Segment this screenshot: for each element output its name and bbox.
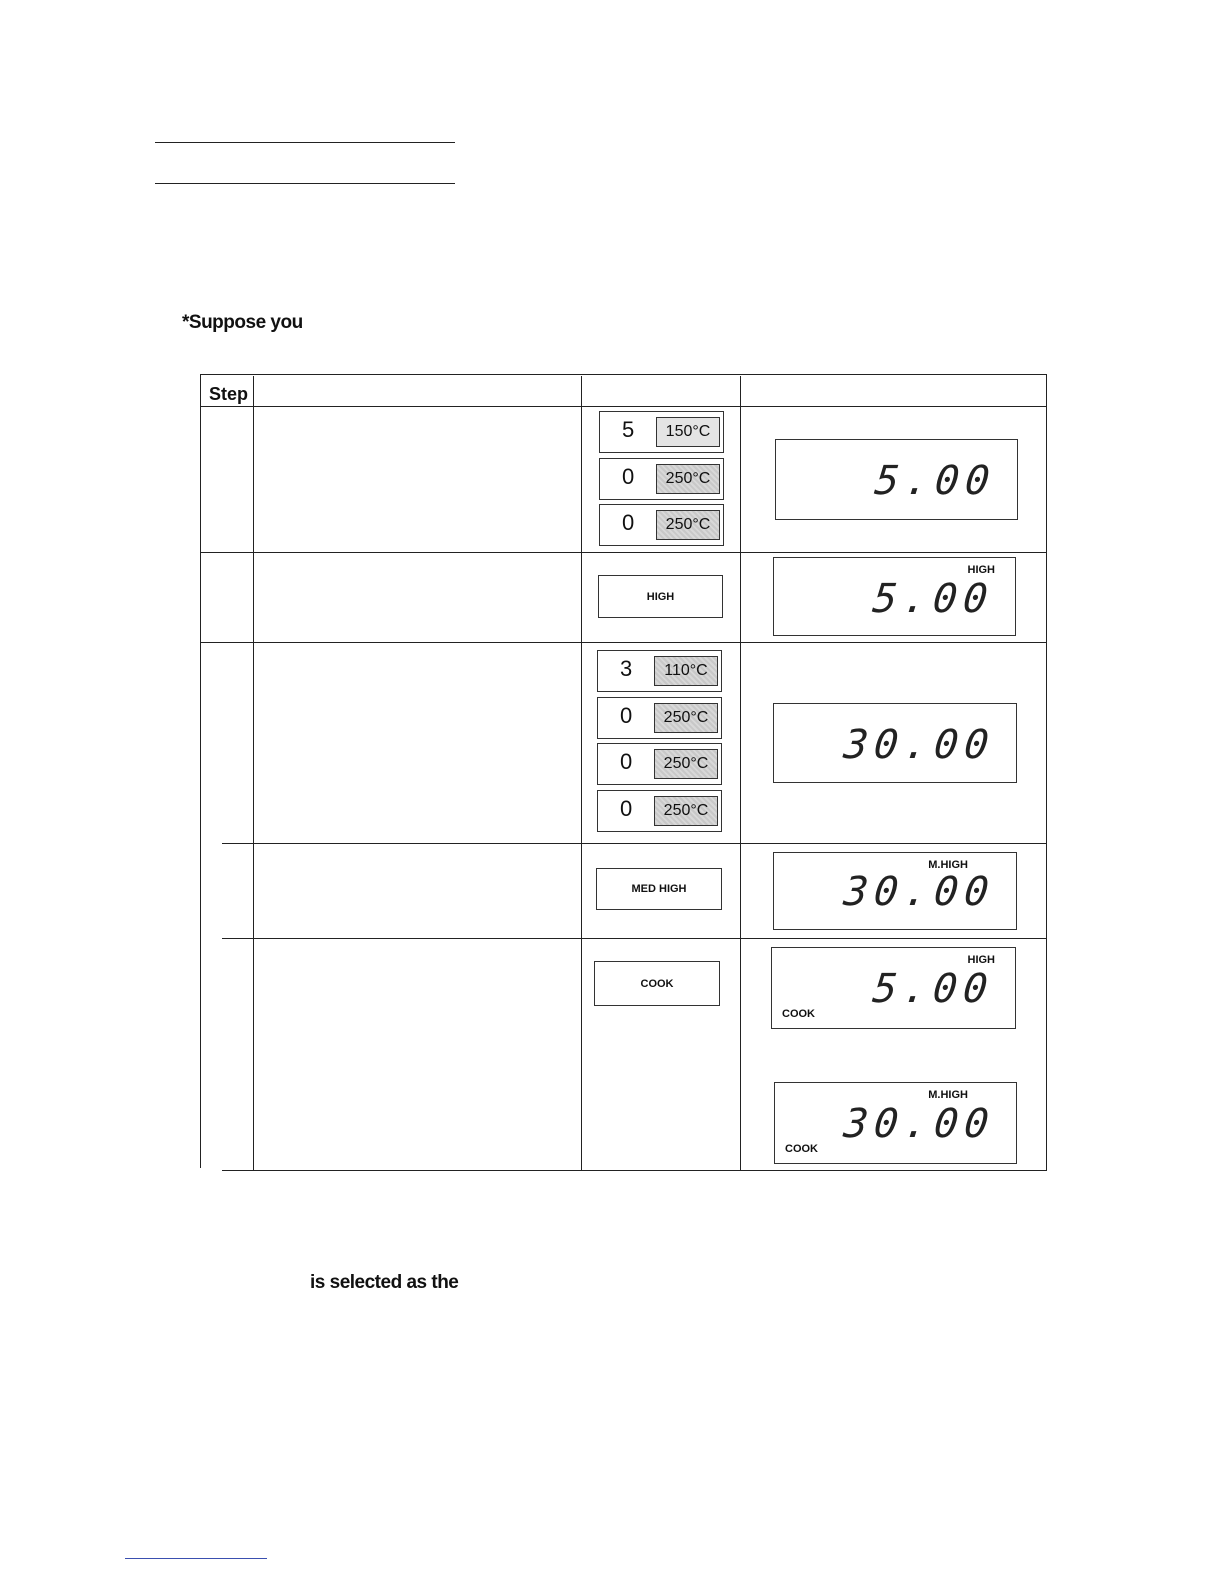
display-time: 30.00 xyxy=(841,722,997,768)
row-divider-3 xyxy=(222,843,1047,844)
display-col-divider xyxy=(740,376,741,1171)
display-time: 5.00 xyxy=(870,576,996,622)
keypad-5[interactable] xyxy=(599,411,724,453)
table-left-edge xyxy=(200,374,201,1168)
keypad-3[interactable] xyxy=(597,650,722,692)
header-rule-2 xyxy=(155,183,455,184)
row-divider-4 xyxy=(222,938,1047,939)
row-divider-1 xyxy=(200,552,1047,553)
pad-temp: 150°C xyxy=(656,417,720,447)
pad-digit: 0 xyxy=(620,749,633,774)
table-bottom-rule xyxy=(222,1170,1047,1171)
oven-display xyxy=(773,557,1016,636)
star-icon: * xyxy=(182,312,189,333)
header-step: Step xyxy=(209,384,249,404)
pad-temp: 250°C xyxy=(656,464,720,494)
pad-digit: 0 xyxy=(622,464,635,489)
row-divider-2 xyxy=(200,642,1047,643)
pad-digit: 3 xyxy=(620,656,633,681)
table-top-rule xyxy=(200,374,1047,375)
oven-display xyxy=(771,947,1016,1029)
keypad-0[interactable] xyxy=(597,790,722,832)
header-bottom-rule xyxy=(200,406,1047,407)
pad-digit: 5 xyxy=(622,417,635,442)
cook-button[interactable]: COOK xyxy=(594,961,720,1006)
intro-line xyxy=(182,312,303,334)
display-mode: HIGH xyxy=(967,564,995,576)
keypad-0[interactable] xyxy=(597,697,722,739)
oven-display xyxy=(773,703,1017,783)
pad-temp: 250°C xyxy=(654,796,718,826)
display-cook-indicator: COOK xyxy=(782,1008,815,1020)
oven-display xyxy=(774,1082,1017,1164)
display-time: 5.00 xyxy=(870,966,996,1012)
footer-text: is selected as the xyxy=(310,1272,459,1293)
pad-temp: 250°C xyxy=(654,749,718,779)
bottom-rule xyxy=(125,1558,267,1559)
pad-col-divider xyxy=(581,376,582,1171)
display-time: 30.00 xyxy=(841,1101,997,1147)
keypad-0[interactable] xyxy=(599,504,724,546)
pad-digit: 0 xyxy=(622,510,635,535)
pad-temp: 250°C xyxy=(654,703,718,733)
display-mode: M.HIGH xyxy=(928,1089,968,1101)
display-mode: HIGH xyxy=(967,954,995,966)
high-power-button[interactable]: HIGH xyxy=(598,575,723,618)
pad-digit: 0 xyxy=(620,703,633,728)
pad-digit: 0 xyxy=(620,796,633,821)
pad-temp: 250°C xyxy=(656,510,720,540)
table-right-edge xyxy=(1046,374,1047,1171)
display-time: 5.00 xyxy=(872,458,998,504)
keypad-0[interactable] xyxy=(597,743,722,785)
display-time: 30.00 xyxy=(841,869,997,915)
pad-temp: 110°C xyxy=(654,656,718,686)
display-cook-indicator: COOK xyxy=(785,1143,818,1155)
intro-text: Suppose you xyxy=(188,312,303,333)
display-mode: M.HIGH xyxy=(928,859,968,871)
header-rule-1 xyxy=(155,142,455,143)
oven-display xyxy=(773,852,1017,930)
med-high-power-button[interactable]: MED HIGH xyxy=(596,868,722,910)
oven-display xyxy=(775,439,1018,520)
step-col-divider xyxy=(253,376,254,1171)
keypad-0[interactable] xyxy=(599,458,724,500)
